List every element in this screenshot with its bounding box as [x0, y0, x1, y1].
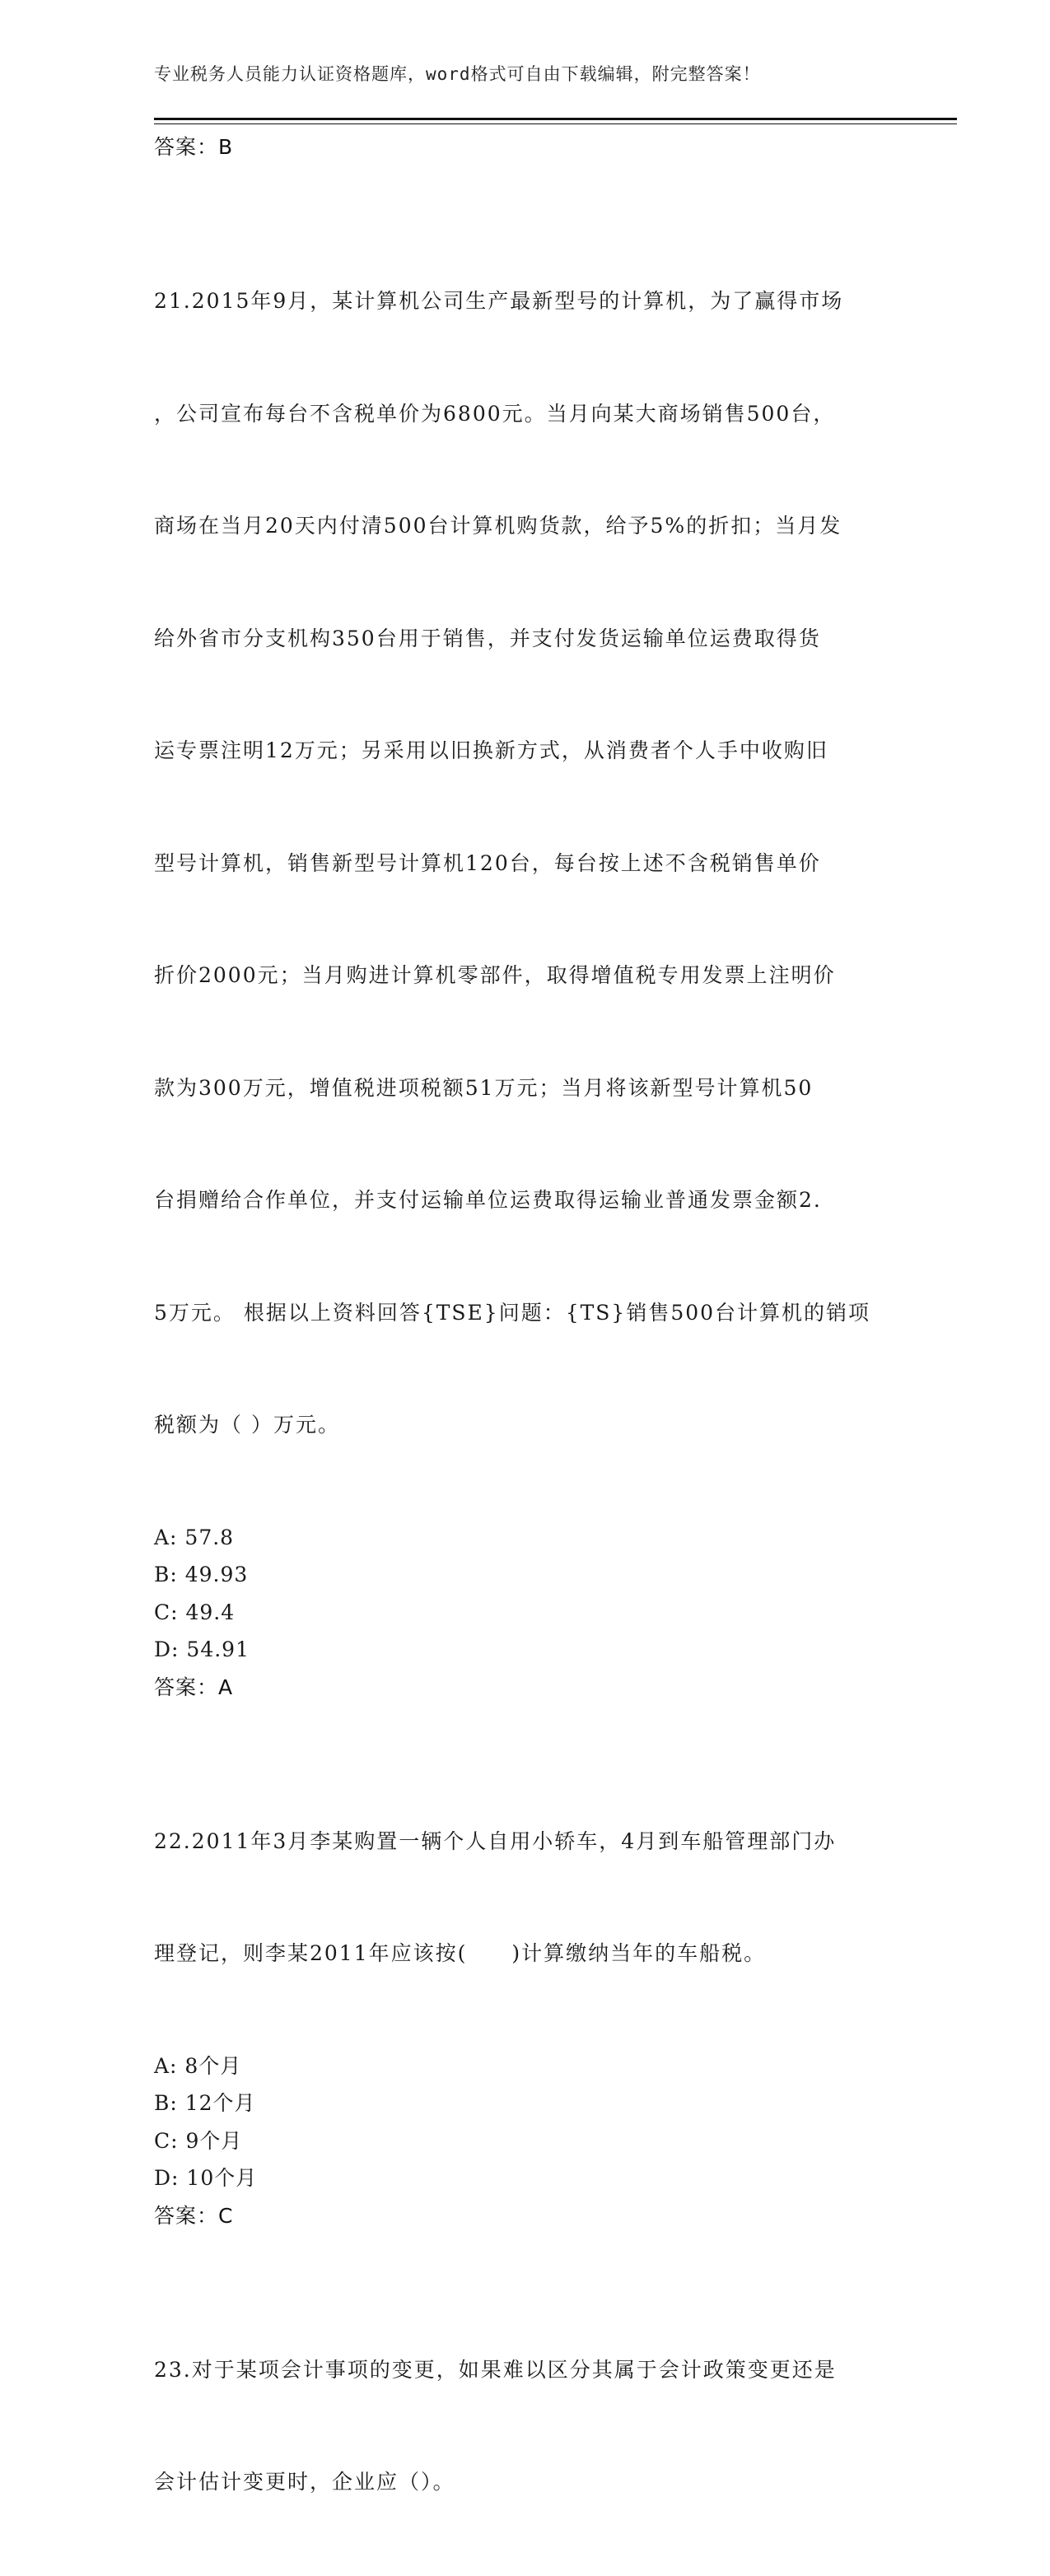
question-line: 22.2011年3月李某购置一辆个人自用小轿车，4月到车船管理部门办: [154, 1828, 837, 1853]
option-a: A: 8个月: [154, 2053, 242, 2078]
question-text: [154, 2276, 895, 2576]
question-text: [154, 207, 895, 1519]
answer-label: 答案：B: [154, 135, 234, 159]
option-c: C: 9个月: [154, 2128, 243, 2153]
question-21: [154, 207, 895, 1707]
page-header: 专业税务人员能力认证资格题库，word格式可自由下载编辑，附完整答案！: [154, 64, 761, 84]
option-c: C: 49.4: [154, 1600, 236, 1624]
question-23: [154, 2276, 895, 2576]
option-a: A: 57.8: [154, 1525, 235, 1549]
answer-label: 答案：C: [154, 2203, 234, 2228]
question-line: 会计估计变更时，企业应（）。: [154, 2470, 455, 2494]
question-22: [154, 1748, 895, 2235]
question-line: 台捐赠给合作单位，并支付运输单位运费取得运输业普通发票金额2.: [154, 1188, 822, 1212]
question-line: 折价2000元；当月购进计算机零部件，取得增值税专用发票上注明价: [154, 963, 836, 987]
question-line: 商场在当月20天内付清500台计算机购货款，给予5%的折扣；当月发: [154, 514, 842, 538]
question-line: 税额为（ ）万元。: [154, 1413, 340, 1437]
question-line: 型号计算机，销售新型号计算机120台，每台按上述不含税销售单价: [154, 850, 821, 875]
question-line: 5万元。 根据以上资料回答{TSE}问题：{TS}销售500台计算机的销项: [154, 1300, 871, 1325]
question-line: 给外省市分支机构350台用于销售，并支付发货运输单位运费取得货: [154, 626, 821, 650]
document-body: [154, 128, 895, 2576]
header-rule-thick: [154, 118, 957, 120]
question-line: 运专票注明12万元；另采用以旧换新方式，从消费者个人手中收购旧: [154, 738, 828, 762]
question-line: 21.2015年9月，某计算机公司生产最新型号的计算机，为了赢得市场: [154, 289, 844, 313]
option-b: B: 49.93: [154, 1563, 249, 1586]
question-text: [154, 1748, 895, 2047]
header-rule-thin: [154, 123, 957, 124]
answer-label: 答案：A: [154, 1675, 234, 1699]
option-d: D: 10个月: [154, 2166, 258, 2190]
question-line: ，公司宣布每台不含税单价为6800元。当月向某大商场销售500台，: [154, 401, 836, 426]
option-b: B: 12个月: [154, 2091, 256, 2115]
question-line: 款为300万元，增值税进项税额51万元；当月将该新型号计算机50: [154, 1075, 814, 1100]
option-d: D: 54.91: [154, 1637, 250, 1661]
question-line: 理登记，则李某2011年应该按( )计算缴纳当年的车船税。: [154, 1941, 767, 1965]
question-line: 23.对于某项会计事项的变更，如果难以区分其属于会计政策变更还是: [154, 2357, 837, 2382]
